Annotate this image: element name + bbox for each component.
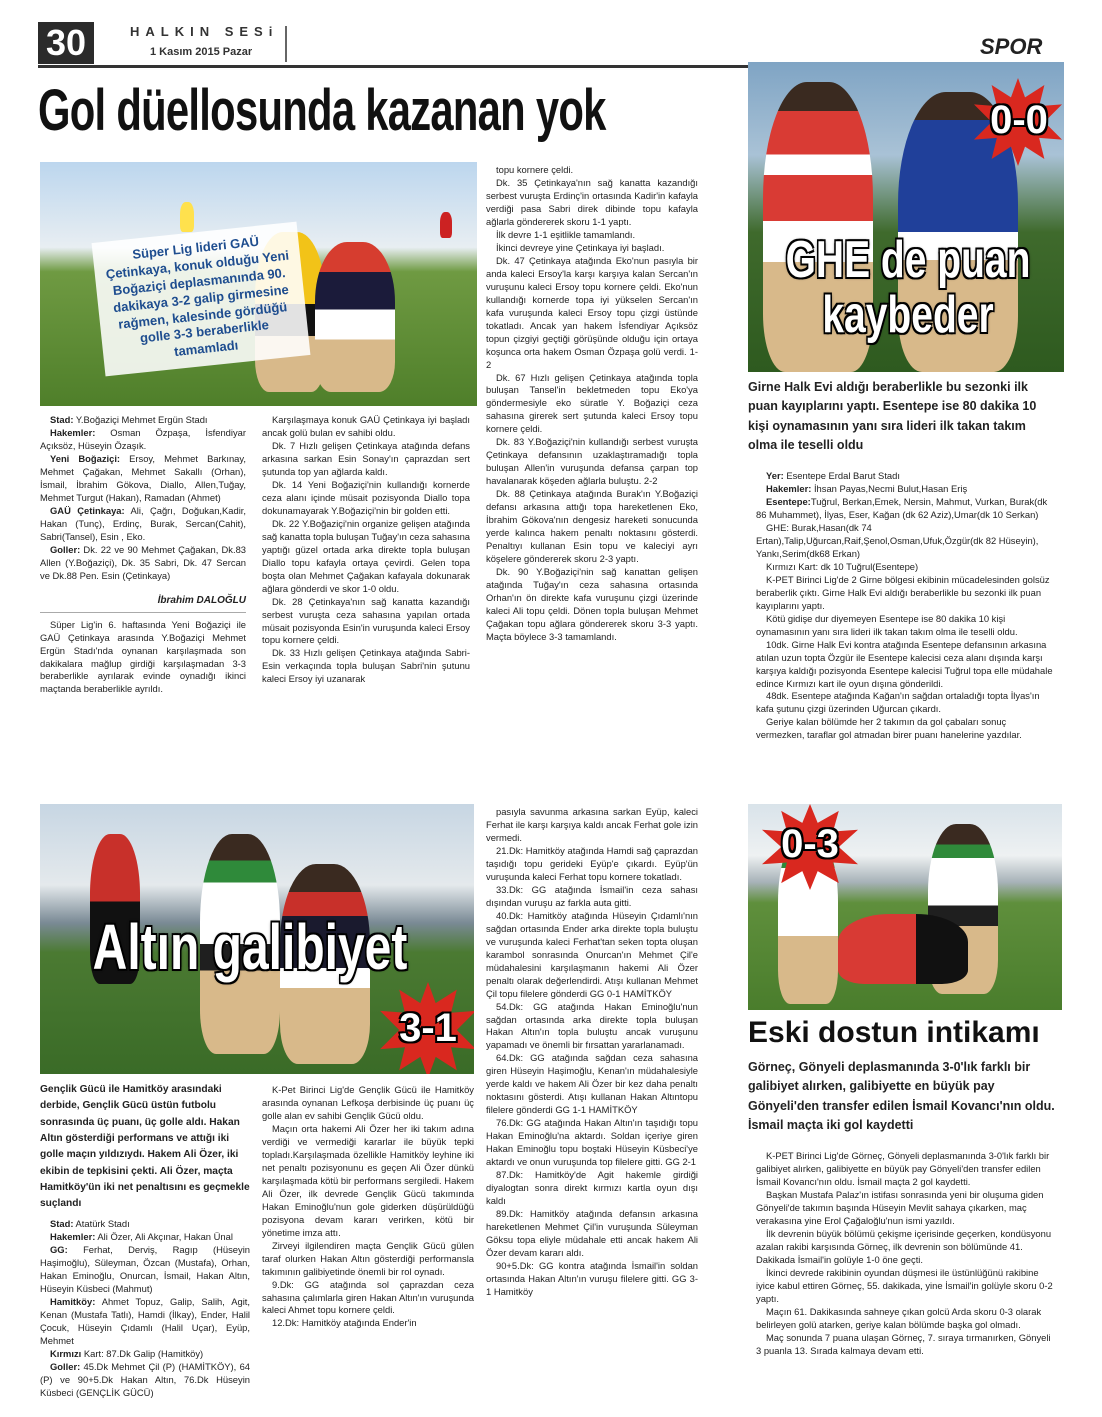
article4-lead: Görneç, Gönyeli deplasmanında 3-0'lık farklı bir galibiyet alırken, galibiyette en büyük pay Gönyeli'den transfer edilen İsmail Kovancı'nın oldu. İsmail maçta iki gol kaydetti (748, 1060, 1055, 1133)
article4-body: K-PET Birinci Lig'de Görneç, Gönyeli deplasmanında 3-0'lık farklı bir galibiyet alırken, galibiyette en büyük pay Gönyeli'den transfer edilen İsmail Kovancı'nın oldu. İsmail maçta 2 gol kaydetti. Başkan Mustafa Palaz'ın istifası sonrasında yeni bir oluşuma giden Gönyeli'de takımın başında Hüseyin Mevlit sahaya çıkarken, maç verakasına yine Erol Çağaloğlu'nun ismi yazıldı. İlk devrenin büyük bölümü çekişme içerisinde geçerken, kondüsyonu azalan rakibi karşısında Görneç, ilk devrenin son bölümünde 41. Dakikada İsmail'in golüyle 1-0 öne geçti. İkinci devrede rakibinin oyundan düşmesi ile üstünlüğünü rakibine iyice kabul ettiren Görneç, 55. dakikada, yine İsmail'in golüyle skoru 0-2 yaptı. Maçın 61. Dakikasında sahneye çıkan golcü Arda skoru 0-3 olarak belirleyen golü atarken, geriye kalan bölümde başka gol olmadı. Maç sonunda 7 puana ulaşan Görneç, 7. sıraya tırmanırken, Gönyeli 3 puanla 13. Sırada kalmaya devam etti. (756, 1150, 1053, 1356)
article2-title-line1: GHE de puan (785, 231, 1031, 289)
article3-facts (40, 1218, 250, 1400)
fact-line: Goller: Dk. 22 ve 90 Mehmet Çağakan, Dk.83 Allen (Y.Boğaziçi), Dk. 35 Sabri, Dk. 47 Sercan ve Dk.88 Pen. Esin (Çetinkaya) (40, 543, 246, 581)
article3-column-2: K-Pet Birinci Lig'de Gençlik Gücü ile Hamitköy arasında oynanan Lefkoşa derbisinde üç puanı üç golle alan ev sahibi Gençlik Gücü oldu. Maçın orta hakemi Ali Özer her iki takım adına verdiği ve vermediği kararlar ile büyük tepki topladı.Karşılaşmada özellikle Hamitköy leyhine iki net penaltı pozisyonunu es geçen Ali Özer dünkü karşılaşmada kötü bir performans sergiledi. Hakem Ali Özer, ilk devrede Gençlik Gücü takımında Hakan Eminoğlu'nun gole giderken düşürüldüğü pozisyona devam kararı verirken, kötü bir yönetime imza attı. Zirveyi ilgilendiren maçta Gençlik Gücü gülen taraf olurken Hakan Altın gösterdiği performansla takımının galibiyetinde önemli bir rol oynadı. 9.Dk: GG atağında sol çaprazdan ceza sahasına çalımlarla giren Hakan Altın'ın vuruşunda kaleci Ahmet topu kornere çeldi. 12.Dk: Hamitköy atağında Ender'in (262, 1084, 474, 1329)
article4-score: 0-3 (781, 822, 839, 866)
article2-score: 0-0 (990, 98, 1048, 142)
fact-line: GAÜ Çetinkaya: Ali, Çağrı, Doğukan,Kadir, Hakan (Tunç), Erdinç, Burak, Sercan(Cahit), Sabri(Tansel), Esin , Eko. (40, 504, 246, 542)
newspaper-name: HALKIN SESi (130, 24, 279, 39)
fact-line: Hakemler: Ali Özer, Ali Akçınar, Hakan Ünal (50, 1230, 233, 1242)
fact-line: Hakemler: İhsan Payas,Necmi Bulut,Hasan Eriş (766, 482, 968, 494)
fact-line: Goller: 45.Dk Mehmet Çil (P) (HAMİTKÖY), 64 (P) ve 90+5.Dk Hakan Altın, 76.Dk Hüseyin Küsbeci (GENÇLİK GÜCÜ) (40, 1360, 250, 1398)
fact-line: Hamitköy: Ahmet Topuz, Galip, Salih, Agit, Kenan (Mustafa Tatlı), Hamdi (İlkay), Ender, Halil Çocuk, Hüseyin Çıdamlı (Halil Uçar), Eyüp, Mehmet (40, 1295, 250, 1346)
article1-column-2: Karşılaşmaya konuk GAÜ Çetinkaya iyi başladı ancak golü bulan ev sahibi oldu. Dk. 7 Hızlı gelişen Çetinkaya atağında defans arkasına sarkan Esin Sonay'ın çaprazdan sert şutunda top yan ağlarda kaldı. Dk. 14 Yeni Boğaziçi'nin kullandığı kornerde ceza alanı içinde müsait pozisyonda Diallo topa dokunamayarak Y.Boğaziçi'nin bir golden etti. Dk. 22 Y.Boğaziçi'nin organize gelişen atağında sağ kanatta topla buluşan Tuğay'ın ceza sahasına yaptığı güzel ortada arka direkte topla buluşan Diallo topu kafayla ortaya çevirdi. Gelen topa boşta olan Mehmet Çağakan kafayala dokunarak ağlara gönderdi ve skor 1-0 oldu. Dk. 28 Çetinkaya'nın sağ kanatta kazandığı serbest vuruşta ceza sahasına yapılan ortada müsait pozisyonda Esin'in vuruşunda kaleci Ersoy topu kornere çeldi. Dk. 33 Hızlı gelişen Çetinkaya atağında Sabri-Esin verkaçında topla buluşan Sabri'nin şutunu kaleci Ersoy iyi uzanarak (262, 414, 470, 685)
article1-photo-caption: Süper Lig lideri GAÜ Çetinkaya, konuk olduğu Yeni Boğaziçi deplasmanında 90. dakikaya 3-2 galip girmesine rağmen, kalesinde gördüğü golle 3-3 beraberlikle tamamladı (92, 222, 311, 377)
intro-paragraph: Süper Lig'in 6. haftasında Yeni Boğaziçi ile GAÜ Çetinkaya arasında Y.Boğaziçi Mehmet Ergün Stadı'nda oynanan karşılaşmada son dakikalara mağlup girdiği karşılaşmadan 3-3 beraberlikle ayrılarak evinde oynadığı ikinci maçtanda beraberlikle ayrıldı. (40, 618, 246, 695)
article3-score: 3-1 (399, 1006, 457, 1050)
fact-line: GG: Ferhat, Derviş, Ragıp (Hüseyin Haşimoğlu), Süleyman, Özcan (Mustafa), Orhan, Hakan Eminoğlu, Onurcan, İsmail, Hakan Altın, Hüseyin Küsbeci (Mahmut) (40, 1243, 250, 1294)
header-divider (285, 26, 287, 62)
section-label: SPOR (980, 34, 1043, 59)
issue-date: 1 Kasım 2015 Pazar (150, 46, 253, 58)
article1-facts (40, 414, 246, 696)
fact-line: Kırmızı Kart: dk 10 Tuğrul(Esentepe) (766, 560, 919, 572)
article2-photo (748, 62, 1064, 372)
article1-photo (40, 162, 477, 406)
article2-body: Yer: Esentepe Erdal Barut Stadı Hakemler: İhsan Payas,Necmi Bulut,Hasan Eriş Esentepe:Tuğrul, Berkan,Emek, Nersin, Mahmut, Vurkan, Burak(dk 86 Muhammet), İlyas, Eser, Kağan (dk 62 Aziz),Umar(dk 10 Serkan) GHE: Burak,Hasan(dk 74 Ertan),Talip,Uğurcan,Raif,Şenol,Osman,Ufuk,Özgür(dk 82 Hüseyin), Yankı,Serim(dk68 Erkan) Kırmızı Kart: dk 10 Tuğrul(Esentepe) K-PET Birinci Lig'de 2 Girne bölgesi ekibinin mücadelesinden golsüz beraberlik çıktı. Girne Halk Evi aldığı beraberlikle bu sezonki ilk puan kayıplarını yaptı. Kötü gidişe dur diyemeyen Esentepe ise 80 dakika 10 kişi oynamasının yanı sıra lideri ilk takan takım olma ile teselli oldu. 10dk. Girne Halk Evi kontra atağında Esentepe defansının arkasına atılan uzun topta Özgür ile Esentepe kalecisi ceza alanı dışında karşı karşıya kaldığı pozisyonda Esentepe kalecisi Tuğrul topa elle müdahale edince Kırmızı kart ile oyun dışına gönderildi. 48dk. Esentepe atağında Kağan'ın sağdan ortaladığı topta İlyas'ın kafa şutunu çizgi üzerinden Uğurcan çıkardı. Geriye kalan bölümde her 2 takımın da gol çabaları sonuç vermezken, taraflar gol atmadan birer puanı hanelerine yazdılar. (756, 470, 1056, 742)
fact-line: Stad: Y.Boğaziçi Mehmet Ergün Stadı (50, 414, 208, 425)
fact-line: Stad: Atatürk Stadı (50, 1218, 130, 1229)
fact-line: Yer: Esentepe Erdal Barut Stadı (766, 470, 900, 481)
article1-column-3: topu kornere çeldi. Dk. 35 Çetinkaya'nın sağ kanatta kazandığı serbest vuruşta Erdinç'in ortasında Kadir'in kafayla verdiği pasa Sabri direk dibinde topu kafayla ağlarla göndererek skoru 1-1 yaptı. İlk devre 1-1 eşitlikle tamamlandı. İkinci devreye yine Çetinkaya iyi başladı. Dk. 47 Çetinkaya atağında Eko'nun pasıyla bir anda kaleci Ersoy'la karşı karşıya kalan Sercan'ın vuruşunu kaleci Ersoy topu kornere çeldi. Eko'nun kullandığı kornerde topa iyi yükselen Sercan'ın kafa vuruşunda kaleci Ersoy topu çizgi üstünde tokatladı. Ancak yan hakem İsfendiyar Açıksöz topun çizgiyi geçtiği görüşünde olduğu için ortaya koşunca orta hakem Osman Özpaşa golü verdi. 1-2 Dk. 67 Hızlı gelişen Çetinkaya atağında topla buluşan Tansel'in bekletmeden topu Eko'ya göndermesiyle eko süratle Y. Boğaziçi ceza sahasına girerek sert şutunda kaleci Ersoy topu kornere çeldi. Dk. 83 Y.Boğaziçi'nin kullandığı serbest vuruşta Çetinkaya defansının uzaklaştıramadığı topla buluşan Allen'in vuruşunda defansa çarpan top havalanarak köşeden ağlarla buluştu. 2-2 Dk. 88 Çetinkaya atağında Burak'ın Y.Boğaziçi defansı arkasına attığı topa hareketlenen Eko, İbrahim Gökova'nın dengesiz hareketi sonucunda yerde kalınca hakem penaltı noktasını gösterdi. Penaltıyı kullanan Esin topu ve kaleciyi ayrı köşelere göndererek skoru 2-3 yaptı. Dk. 90 Y.Boğaziçi'nin sağ kanattan gelişen atağında Tuğay'ın ceza sahasına ortasında Orhan'ın ön direkte kafa vuruşunu çizgi üzerinde kaleci Ali topu çeldi. Dönen topla buluşan Mehmet Çağakan topu ağlara göndererek skoru 3-3 yaptı. Maçta böylece 3-3 tamamlandı. (486, 164, 698, 642)
fact-line: Esentepe:Tuğrul, Berkan,Emek, Nersin, Mahmut, Vurkan, Burak(dk 86 Muhammet), İlyas, Eser, Kağan (dk 62 Aziz),Umar(dk 10 Serkan) (756, 495, 1048, 520)
article2-lead: Girne Halk Evi aldığı beraberlikle bu sezonki ilk puan kayıplarını yaptı. Esentepe ise 80 dakika 10 kişi oynamasının yanı sıra lideri ilk takan takım olma ile teselli oldu (748, 380, 1037, 453)
fact-line: Kırmızı Kart: 87.Dk Galip (Hamitköy) (50, 1347, 204, 1359)
article2-title-line2: kaybeder (822, 286, 994, 344)
article3-column-3: pasıyla savunma arkasına sarkan Eyüp, kaleci Ferhat ile karşı karşıya kaldı ancak Ferhat gole izin vermedi. 21.Dk: Hamitköy atağında Hamdi sağ çaprazdan taşıdığı topu gerideki Eyüp'e çıkardı. Eyüp'ün vuruşunda kaleci Ferhat topu kornere tokatladı. 33.Dk: GG atağında İsmail'in ceza sahası dışından vuruşu az farkla auta gitti. 40.Dk: Hamitköy atağında Hüseyin Çıdamlı'nın sağdan ortasında Ender arka direkte topla buluştu ve vuruşunda kaleci Ferhat'tan seken topta oluşan karambol sonrasında Onurcan'ın Mehmet Çil'e müdahalesini karşılaşmanın hakemi Ali Özer penaltı olarak değerlendirdi. Atışı kullanan Mehmet Çil topu filelere gönderdi GG 0-1 HAMİTKÖY 54.Dk: GG atağında Hakan Eminoğlu'nun sağdan ortasında arka direkte topla buluşan Hakan Altın'ın topla buluştu ancak vuruşunu yapamadı ve önemli bir fırsattan yararlanamadı. 64.Dk: GG atağında sağdan ceza sahasına giren Hüseyin Haşimoğlu, Kenan'ın müdahalesiyle yerde kaldı ve hakem Ali Özer bir kez daha penaltı noktasını gösterdi. Atışı kullanan Hakan Altıntopu filelere gönderdi GG 1-1 HAMİTKÖY 76.Dk: GG atağında Hakan Altın'ın taşıdığı topu Hakan Eminoğlu'na aktardı. Soldan içeriye giren Hakan Eminoğlu topu boştaki Hüseyin Küsbeci'ye aktardı ve onun vuruşunda top filelere gitti. GG 2-1 87.Dk: Hamitköy'de Agit hakemle girdiği diyalogtan sonra direkt kırmızı kartla oyun dışı kaldı 89.Dk: Hamitköy atağında defansın arkasına hareketlenen Mehmet Çil'in vuruşunda Süleyman Göksu topa eliyle müdahale etti ancak hakem Ali Özer devam kararı aldı. 90+5.Dk: GG kontra atağında İsmail'in soldan ortasında Hakan Altın'ın vuruşu filelere gitti. GG 3-1 Hamitköy (486, 806, 698, 1297)
page-number: 30 (38, 22, 94, 64)
article3-overlay-title: Altın galibiyet (92, 911, 408, 983)
fact-line: GHE: Burak,Hasan(dk 74 Ertan),Talip,Uğurcan,Raif,Şenol,Osman,Ufuk,Özgür(dk 82 Hüseyin), Yankı,Serim(dk68 Erkan) (756, 521, 1039, 559)
article3-photo (40, 804, 474, 1074)
fact-line: Hakemler: Osman Özpaşa, İsfendiyar Açıksöz, Hüseyin Özaşık. (40, 426, 246, 451)
fact-line: Yeni Boğaziçi: Ersoy, Mehmet Barkınay, Mehmet Çağakan, Mehmet Sakallı (Orhan), İsmail, İbrahim Gökova, Diallo, Allen,Tuğay, Mehmet Turgut (Hakan), Ramadan (Ahmet) (40, 452, 246, 503)
article4-headline: Eski dostun intikamı (748, 1016, 1040, 1049)
article3-lead: Gençlik Gücü ile Hamitköy arasındaki derbide, Gençlik Gücü üstün futbolu sonrasında üç puanı, üç golle aldı. Hakan Altın gösterdiği performans ve attığı iki golle maçın yıldızıydı. Hakem Ali Özer, iki ekibin de tepkisini çekti. Ali Özer, maçta Hamitköy'ün iki net penaltısını es geçmekle suçlandı (40, 1084, 250, 1210)
byline: İbrahim DALOĞLU (157, 594, 246, 606)
article1-headline: Gol düellosunda kazanan yok (38, 78, 606, 143)
article4-photo (748, 804, 1062, 1010)
